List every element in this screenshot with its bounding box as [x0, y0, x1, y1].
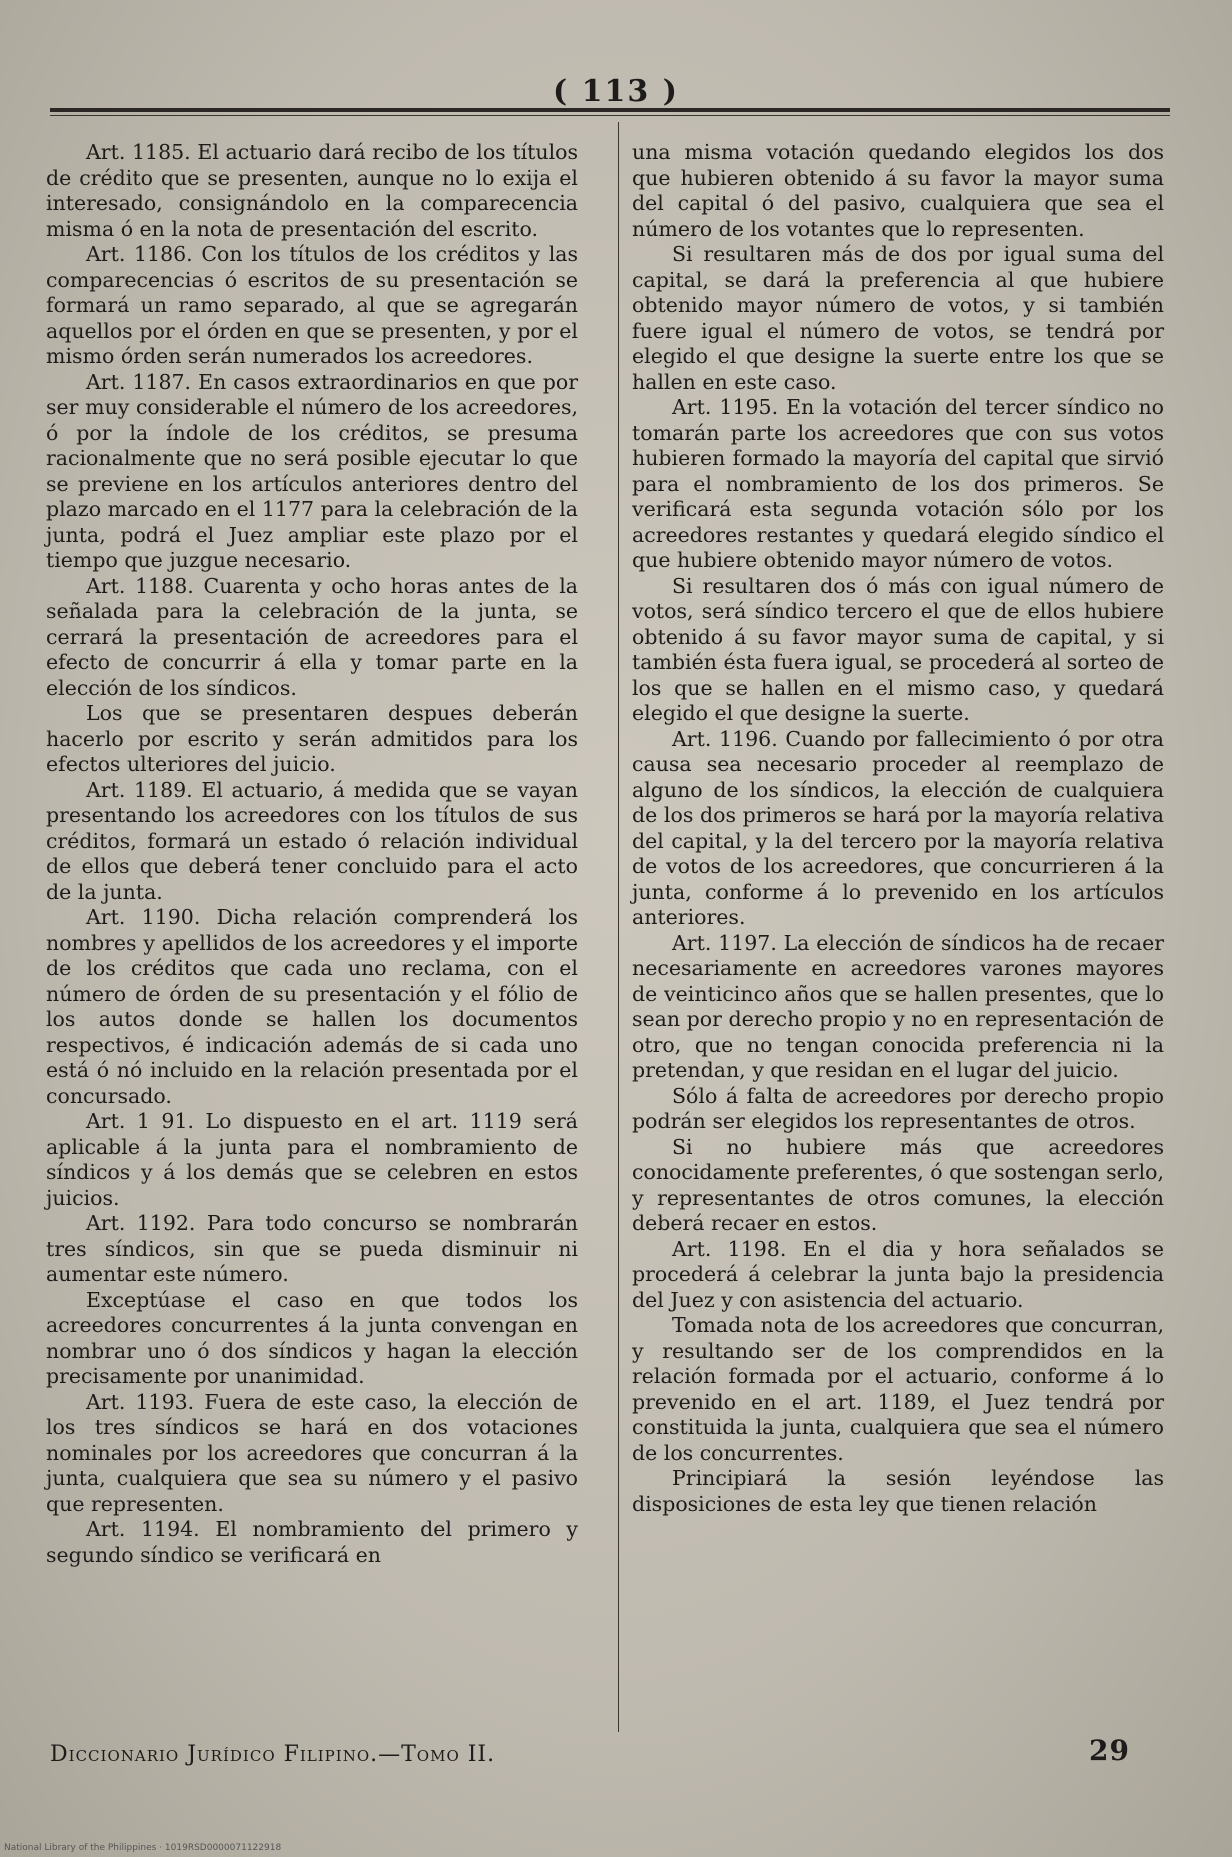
article-text: La elección de síndicos ha de recaer necesariamente en acreedores varones mayores de veinticinco años que se hallen presentes, que lo sean por derecho propio y no en representación de otro, que no tengan conocida preferencia ni la pretendan, y que residan en el lugar del juicio.: [632, 930, 1165, 1082]
article-text: Exceptúase el caso en que todos los acreedores concurrentes á la junta convengan en nombrar uno ó dos síndicos y hagan la elección precisamente por unanimidad.: [46, 1287, 578, 1388]
article-text: Si resultaren más de dos por igual suma del capital, se dará la preferencia al que hubiere obtenido mayor número de votos, y si también fuere igual el número de votos, se tendrá por elegido el que designe la suerte entre los que se hallen en este caso.: [632, 242, 1164, 394]
article-text: Tomada nota de los acreedores que concurran, y resultando ser de los comprendidos en la relación formada por el actuario, conforme á lo prevenido en el art. 1189, el Juez tendrá por constituida la junta, cualquiera que sea el número de los concurrentes.: [632, 1313, 1164, 1465]
header-rule-thin: [50, 115, 1170, 116]
article-paragraph: [46, 1517, 578, 1568]
article-paragraph: [46, 370, 578, 574]
article-label: Art. 1 91.: [86, 1109, 195, 1133]
article-paragraph: [46, 140, 578, 242]
article-label: Art. 1195.: [672, 395, 779, 419]
article-paragraph: [46, 242, 578, 370]
article-paragraph: [632, 931, 1164, 1084]
right-column: [632, 140, 1164, 1517]
article-text: Para todo concurso se nombrarán tres síndicos, sin que se pueda disminuir ni aumentar este número.: [46, 1211, 578, 1286]
page-number: ( 113 ): [553, 74, 679, 109]
article-paragraph: [632, 140, 1164, 242]
footer-title: Diccionario Jurídico Filipino.—Tomo II.: [50, 1742, 496, 1767]
article-paragraph: [632, 1135, 1164, 1237]
article-label: Art. 1189.: [86, 777, 193, 802]
column-divider: [618, 122, 619, 1732]
article-paragraph: [46, 778, 578, 906]
article-paragraph: [46, 1211, 578, 1288]
article-text: Sólo á falta de acreedores por derecho propio podrán ser elegidos los representantes de otros.: [632, 1083, 1164, 1133]
article-paragraph: [632, 1466, 1164, 1517]
signature-mark: 29: [1089, 1734, 1130, 1767]
article-paragraph: [46, 1288, 578, 1390]
article-text: una misma votación quedando elegidos los dos que hubieren obtenido á su favor la mayor suma del capital ó del pasivo, cualquiera que sea el número de los votantes que lo representen.: [632, 140, 1164, 241]
article-text: En la votación del tercer síndico no tomarán parte los acreedores que con sus votos hubieren formado la mayoría del capital que sirvió para el nombramiento de los dos primeros. Se verificará esta segunda votación sólo por los acreedores restantes y quedará elegido síndico el que hubiere obtenido mayor número de votos.: [632, 395, 1165, 572]
article-label: Art. 1194.: [86, 1517, 200, 1541]
article-text: Dicha relación comprenderá los nombres y apellidos de los acreedores y el importe de los créditos que cada uno reclama, con el número de órden de su presentación y el fólio de los autos donde se hallen los documentos respectivos, é indicación además de si cada uno está ó nó incluido en la relación presentada por el concursado.: [46, 905, 578, 1108]
article-paragraph: [46, 574, 578, 702]
article-paragraph: [632, 1313, 1164, 1466]
article-text: Cuarenta y ocho horas antes de la señalada para la celebración de la junta, se cerrará la presentación de acreedores para el efecto de concurrir á ella y tomar parte en la elección de los síndicos.: [46, 573, 579, 700]
article-label: Art. 1187.: [86, 369, 192, 394]
article-text: Con los títulos de los créditos y las comparecencias ó escritos de su presentación se formará un ramo separado, al que se agregarán aquellos por el órden en que se presenten, y por el mismo órden serán numerados los acreedores.: [46, 242, 578, 368]
article-paragraph: [46, 1390, 578, 1518]
left-column: [46, 140, 578, 1568]
header-rule: [50, 108, 1170, 112]
article-paragraph: [46, 905, 578, 1109]
article-label: Art. 1185.: [86, 140, 191, 164]
page-footer: [50, 1734, 1170, 1767]
article-text: En casos extraordinarios en que por ser muy considerable el número de los acreedores, ó por la índole de los créditos, se presuma racionalmente que no será posible ejecutar lo que se previene en los artículos anteriores dentro del plazo marcado en el 1177 para la celebración de la junta, podrá el Juez ampliar este plazo por el tiempo que juzgue necesario.: [46, 369, 578, 572]
article-text: Fuera de este caso, la elección de los tres síndicos se hará en dos votaciones nominales por los acreedores que concurran á la junta, cualquiera que sea su número y el pasivo que representen.: [46, 1389, 578, 1516]
article-label: Art. 1190.: [86, 905, 201, 929]
article-label: Art. 1186.: [86, 242, 193, 266]
article-paragraph: [632, 1237, 1164, 1314]
article-label: Art. 1193.: [86, 1389, 195, 1414]
article-text: El nombramiento del primero y segundo síndico se verificará en: [46, 1517, 578, 1567]
article-text: Cuando por fallecimiento ó por otra causa sea necesario proceder al reemplazo de alguno de los síndicos, la elección de cualquiera de los dos primeros se hará por la mayoría relativa del capital, y la del tercero por la mayoría relativa de votos de los acreedores, que concurrieren á la junta, conforme á lo prevenido en los artículos anteriores.: [632, 726, 1164, 929]
article-text: Lo dispuesto en el art. 1119 será aplicable á la junta para el nombramiento de síndicos y á los demás que se celebren en estos juicios.: [46, 1109, 578, 1210]
article-text: En el dia y hora señalados se procederá á celebrar la junta bajo la presidencia del Juez y con asistencia del actuario.: [632, 1236, 1165, 1312]
article-paragraph: [632, 727, 1164, 931]
article-text: El actuario dará recibo de los títulos de crédito que se presenten, aunque no lo exija el interesado, consignándolo en la comparecencia misma ó en la nota de presentación del escrito.: [46, 140, 579, 241]
article-paragraph: [632, 574, 1164, 727]
article-paragraph: [632, 395, 1164, 574]
article-label: Art. 1196.: [672, 726, 778, 751]
article-label: Art. 1188.: [86, 573, 194, 598]
article-label: Art. 1192.: [86, 1211, 196, 1235]
article-paragraph: [632, 1084, 1164, 1135]
article-paragraph: [632, 242, 1164, 395]
article-text: Si resultaren dos ó más con igual número de votos, será síndico tercero el que de ellos hubiere obtenido á su favor mayor suma de capital, y si también ésta fuera igual, se procederá al sorteo de los que se hallen en el mismo caso, y quedará elegido el que designe la suerte.: [632, 573, 1164, 725]
article-paragraph: [46, 701, 578, 778]
article-label: Art. 1198.: [672, 1236, 787, 1261]
article-text: Los que se presentaren despues deberán hacerlo por escrito y serán admitidos para los efectos ulteriores del juicio.: [46, 701, 578, 776]
scan-credit: National Library of the Philippines · 1019RSD0000071122918: [4, 1843, 282, 1853]
article-text: El actuario, á medida que se vayan presentando los acreedores con los títulos de sus créditos, formará un estado ó relación individual de ellos que deberá tener concluido para el acto de la junta.: [46, 777, 579, 904]
article-text: Principiará la sesión leyéndose las disposiciones de esta ley que tienen relación: [632, 1466, 1164, 1516]
article-label: Art. 1197.: [672, 930, 777, 955]
article-text: Si no hubiere más que acreedores conocidamente preferentes, ó que sostengan serlo, y representantes de otros comunes, la elección deberá recaer en estos.: [632, 1134, 1164, 1235]
article-paragraph: [46, 1109, 578, 1211]
